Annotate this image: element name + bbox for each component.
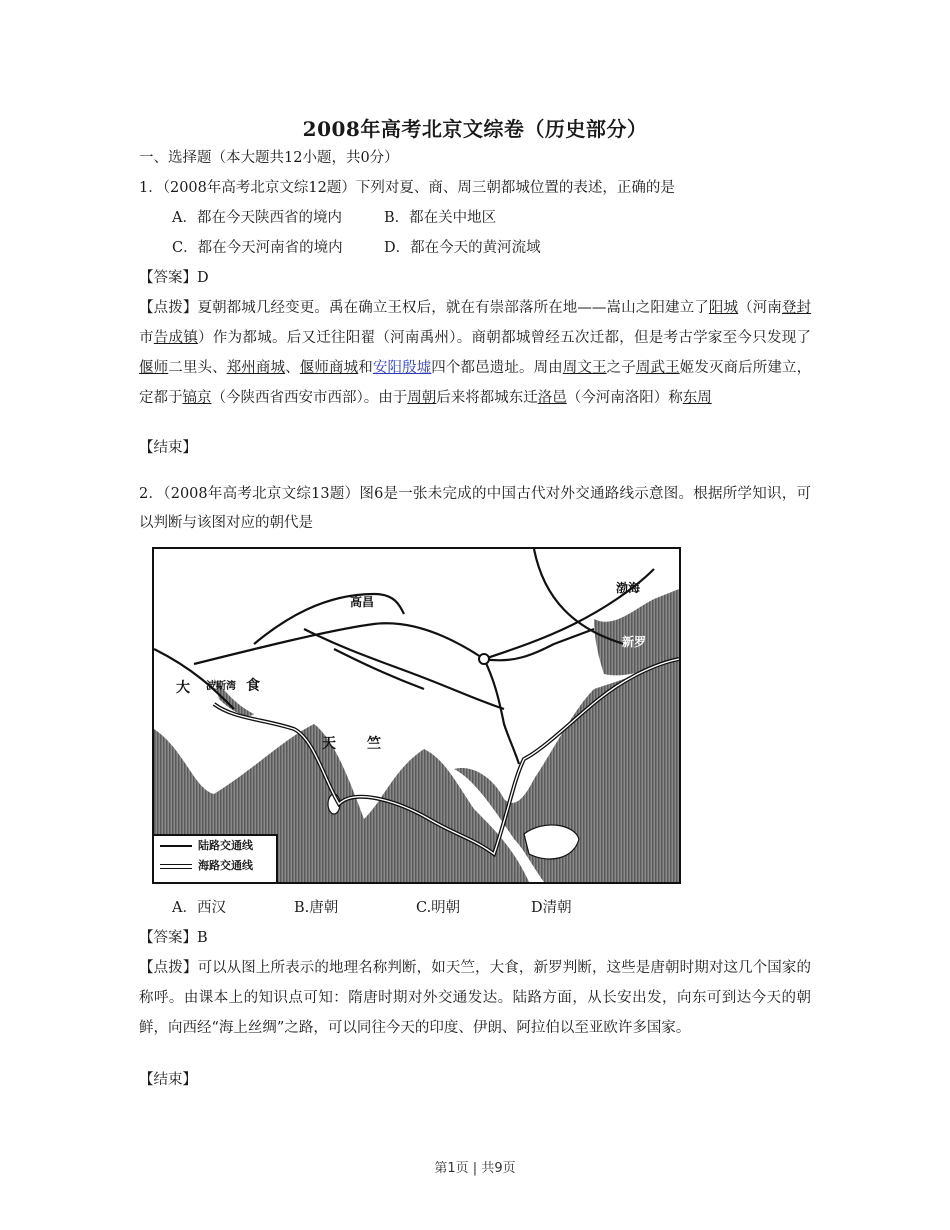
question-2-stem (139, 480, 811, 538)
option-a: A．西汉 (172, 900, 226, 916)
trade-route-map-figure (152, 547, 681, 884)
question-number: 1． (139, 180, 163, 196)
explanation-text: 、 (285, 360, 300, 376)
explanation-text: （今河南洛阳）称 (566, 390, 683, 406)
option-a: A．都在今天陕西省的境内 (172, 210, 342, 226)
term-yanshi: 偃师 (139, 360, 169, 376)
term-haojing: 镐京 (182, 390, 212, 406)
option-b: B．都在关中地区 (384, 210, 497, 226)
explanation-text: 二里头、 (168, 360, 227, 376)
solid-line-icon (160, 845, 192, 847)
term-yangcheng: 阳城 (708, 300, 739, 316)
explanation-text: 和 (358, 360, 373, 376)
question-text: （2008年高考北京文综13题）图6是一张未完成的中国古代对外交通路线示意图。根据所学知识，可以判断与该图对应的朝代是 (139, 486, 811, 531)
explanation-text: 四个都邑遗址。周由 (431, 360, 563, 376)
explanation-text: 姬发灭商后所建立，定都于 (139, 360, 812, 406)
double-line-icon (160, 864, 192, 869)
answer-label: 【答案】 (139, 270, 197, 286)
legend-label: 陆路交通线 (198, 839, 253, 852)
option-b: B.唐朝 (294, 900, 339, 916)
question-2-options (172, 898, 852, 918)
term-zhou-wuwang: 周武王 (635, 360, 680, 376)
map-legend (154, 834, 278, 882)
term-dongzhou: 东周 (682, 390, 712, 406)
explanation-label: 【点拨】 (139, 960, 198, 976)
document-title: 2008年高考北京文综卷（历史部分） (302, 117, 648, 141)
question-number: 2． (139, 486, 164, 502)
question-1-stem (139, 178, 819, 198)
question-2-end: 【结束】 (139, 1072, 197, 1088)
option-c: C.明朝 (416, 900, 461, 916)
map-label-xinluo: 新罗 (622, 635, 647, 649)
term-zhou-wenwang: 周文王 (562, 360, 607, 376)
explanation-text: （今陕西省西安市西部）。由于 (211, 390, 408, 406)
question-1-answer (139, 268, 819, 288)
explanation-text: 之子 (606, 360, 636, 376)
map-label-bosiwan: 波斯湾 (206, 681, 236, 692)
explanation-text: 后来将都城东迁 (436, 390, 538, 406)
legend-land-route (154, 836, 276, 856)
map-label-gaochang: 高昌 (350, 595, 375, 609)
answer-label: 【答案】 (139, 930, 197, 946)
question-1-end: 【结束】 (139, 440, 197, 456)
map-label-bohai: 渤海 (616, 581, 641, 595)
page-footer: 第1页 | 共9页 (434, 1161, 516, 1176)
explanation-text: 夏朝都城几经变更。禹在确立王权后，就在有崇部落所在地——嵩山之阳建立了 (197, 300, 709, 316)
question-2-explanation (139, 953, 811, 1043)
option-d: D．都在今天的黄河流域 (384, 240, 541, 256)
explanation-text: ）作为都城。后又迁往阳翟（河南禹州）。商朝都城曾经五次迁都，但是考古学家至今只发现了 (198, 330, 812, 346)
term-dengfeng: 登封 (781, 300, 812, 316)
link-anyang-yinxu[interactable]: 安阳殷墟 (372, 360, 432, 376)
term-yanshi-shangcheng: 偃师商城 (299, 360, 359, 376)
answer-value: D (197, 270, 209, 286)
map-label-dashi: 食 (246, 678, 260, 694)
map-graphic (154, 549, 679, 882)
term-zhouchao: 周朝 (407, 390, 437, 406)
question-1-options-row-2 (172, 238, 852, 258)
section-heading: 一、选择题（本大题共12小题，共0分） (139, 150, 399, 166)
question-2-answer (139, 928, 819, 948)
option-d: D清朝 (531, 900, 572, 916)
term-luoyi: 洛邑 (537, 390, 567, 406)
map-label-tianzhu: 天 (322, 736, 336, 752)
option-c: C．都在今天河南省的境内 (172, 240, 343, 256)
map-label-tianzhu: 竺 (367, 736, 381, 752)
explanation-label: 【点拨】 (139, 300, 198, 316)
question-1-options-row-1 (172, 208, 852, 228)
map-label-dashi: 大 (176, 680, 190, 696)
term-gaochengzhen: 告成镇 (153, 330, 199, 346)
explanation-text: 可以从图上所表示的地理名称判断，如天竺，大食，新罗判断，这些是唐朝时期对这几个国家的称呼。由课本上的知识点可知：隋唐时期对外交通发达。陆路方面，从长安出发，向东可到达今天的朝鲜，向西经“海上丝绸”之路，可以同往今天的印度、伊朗、阿拉伯以至亚欧许多国家。 (139, 960, 812, 1036)
term-zhengzhou-shangcheng: 郑州商城 (226, 360, 286, 376)
question-1-explanation (139, 293, 811, 413)
answer-value: B (197, 930, 208, 946)
legend-sea-route (154, 856, 276, 876)
legend-label: 海路交通线 (198, 859, 253, 872)
explanation-text: 市 (139, 330, 154, 346)
question-text: （2008年高考北京文综12题）下列对夏、商、周三朝都城位置的表述，正确的是 (162, 180, 675, 196)
explanation-text: （河南 (738, 300, 782, 316)
